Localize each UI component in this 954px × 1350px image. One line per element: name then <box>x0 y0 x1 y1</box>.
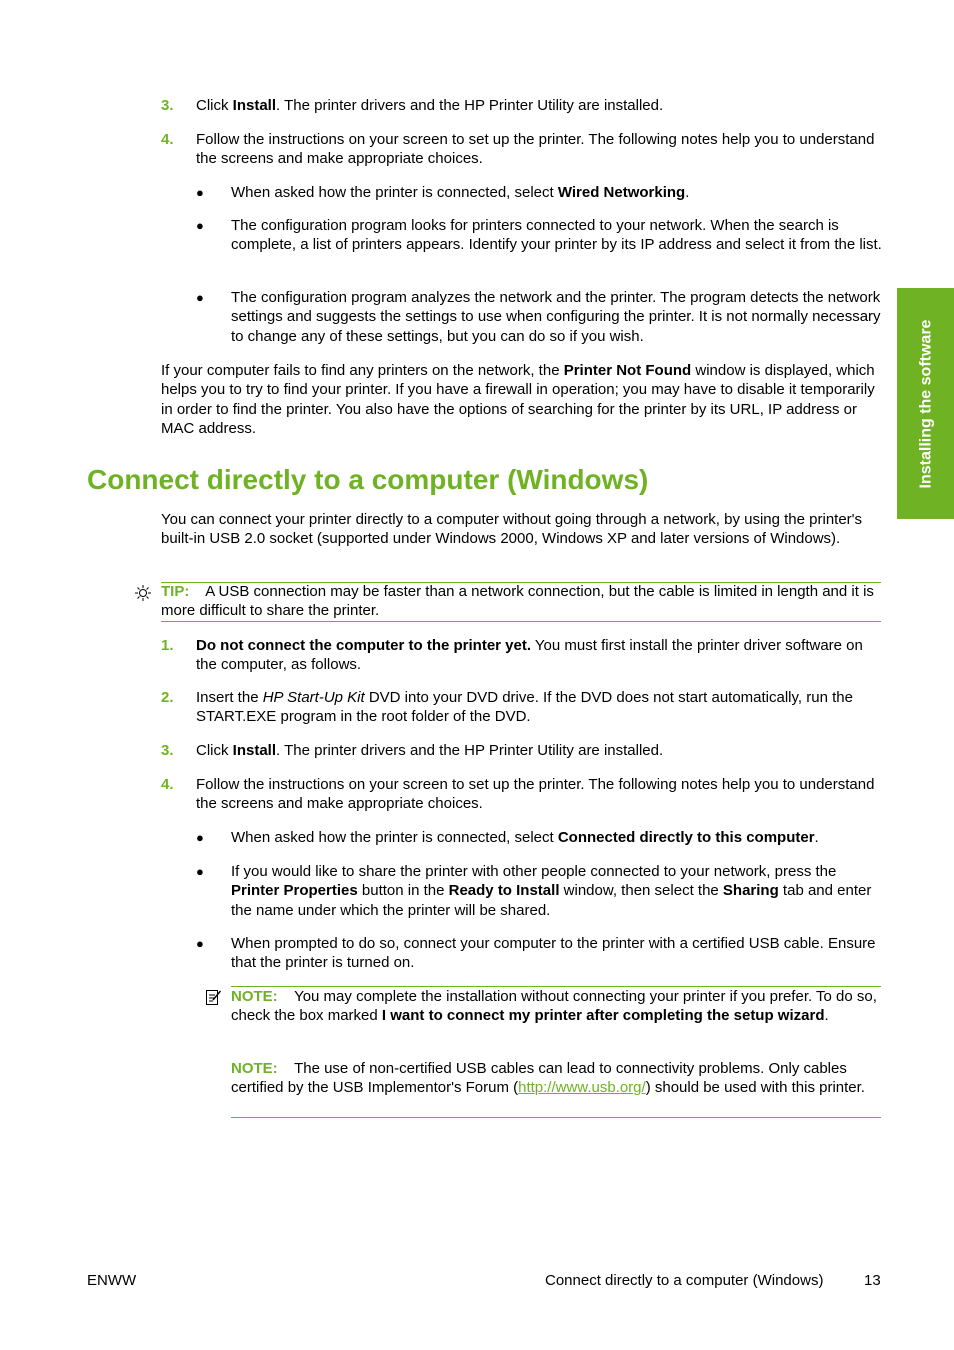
step-text: Insert the HP Start-Up Kit DVD into your DVD drive. If the DVD does not start automatically, run the START.EXE program in the root folder of the DVD. <box>196 689 853 726</box>
note-rule-bottom <box>231 1117 881 1118</box>
note-text: NOTE: You may complete the installation without connecting your printer if you prefer. To do so, check the box marked I want to connect my printer after completing the setup wizard. <box>231 988 877 1025</box>
bullet-text: When asked how the printer is connected, select Wired Networking. <box>231 184 690 201</box>
bullet-icon: ● <box>196 936 204 951</box>
bullet-icon: ● <box>196 290 204 305</box>
note-label: NOTE: <box>231 1060 278 1077</box>
bullet-text: If you would like to share the printer with other people connected to your network, press the Printer Properties button in the Ready to Install window, then select the Sharing tab and enter the name under which the printer will be shared. <box>231 863 872 919</box>
bullet-icon: ● <box>196 830 204 845</box>
tip-rule-bottom <box>161 621 881 622</box>
step-text: Do not connect the computer to the printer yet. You must first install the printer driver software on the computer, as follows. <box>196 637 863 674</box>
bullet-icon: ● <box>196 218 204 233</box>
bullet-text: When prompted to do so, connect your computer to the printer with a certified USB cable. Ensure that the printer is turned on. <box>231 935 876 972</box>
bullet-text: The configuration program analyzes the network and the printer. The program detects the network settings and suggests the settings to use when configuring the printer. It is not normally necessary to change any of these settings, but you can do so if you wish. <box>231 289 881 345</box>
step-text: Click Install. The printer drivers and the HP Printer Utility are installed. <box>196 742 664 759</box>
side-tab-label: Installing the software <box>916 319 934 488</box>
tip-label: TIP: <box>161 583 190 600</box>
step-text: Follow the instructions on your screen to set up the printer. The following notes help you to understand the screens and make appropriate choices. <box>196 131 875 168</box>
step-number: 3. <box>161 97 174 114</box>
side-tab <box>897 288 954 519</box>
step-text: Click Install. The printer drivers and the HP Printer Utility are installed. <box>196 97 664 114</box>
usb-org-link[interactable]: http://www.usb.org/ <box>518 1079 646 1097</box>
bullet-icon: ● <box>196 185 204 200</box>
step-number: 2. <box>161 689 174 706</box>
section-heading: Connect directly to a computer (Windows) <box>87 464 649 495</box>
note-label: NOTE: <box>231 988 278 1005</box>
intro-paragraph: You can connect your printer directly to a computer without going through a network, by using the printer's built-in USB 2.0 socket (supported under Windows 2000, Windows XP and later versions of Windows). <box>161 511 863 548</box>
bullet-text: When asked how the printer is connected, select Connected directly to this computer. <box>231 829 819 846</box>
tip-text: TIP: A USB connection may be faster than a network connection, but the cable is limited in length and it is more difficult to share the printer. <box>161 583 874 620</box>
footer-left: ENWW <box>87 1272 137 1289</box>
note-icon <box>205 988 222 1006</box>
page-number: 13 <box>864 1272 881 1289</box>
bullet-icon: ● <box>196 864 204 879</box>
note-text: NOTE: The use of non-certified USB cables can lead to connectivity problems. Only cables certified by the USB Implementor's Forum (http://www.usb.org/) should be used with this printer. <box>231 1060 865 1097</box>
lightbulb-icon <box>134 584 152 602</box>
bullet-text: The configuration program looks for printers connected to your network. When the search is complete, a list of printers appears. Identify your printer by its IP address and select it from the list. <box>231 217 882 254</box>
step-number: 4. <box>161 131 174 148</box>
step-number: 3. <box>161 742 174 759</box>
step-number: 4. <box>161 776 174 793</box>
paragraph: If your computer fails to find any printers on the network, the Printer Not Found window is displayed, which helps you to try to find your printer. If you have a firewall in operation; you may have to disable it temporarily in order to find the printer. You also have the options of searching for the printer by its URL, IP address or MAC address. <box>161 362 875 437</box>
step-text: Follow the instructions on your screen to set up the printer. The following notes help you to understand the screens and make appropriate choices. <box>196 776 875 813</box>
step-number: 1. <box>161 637 174 654</box>
footer-section: Connect directly to a computer (Windows) <box>545 1272 824 1289</box>
